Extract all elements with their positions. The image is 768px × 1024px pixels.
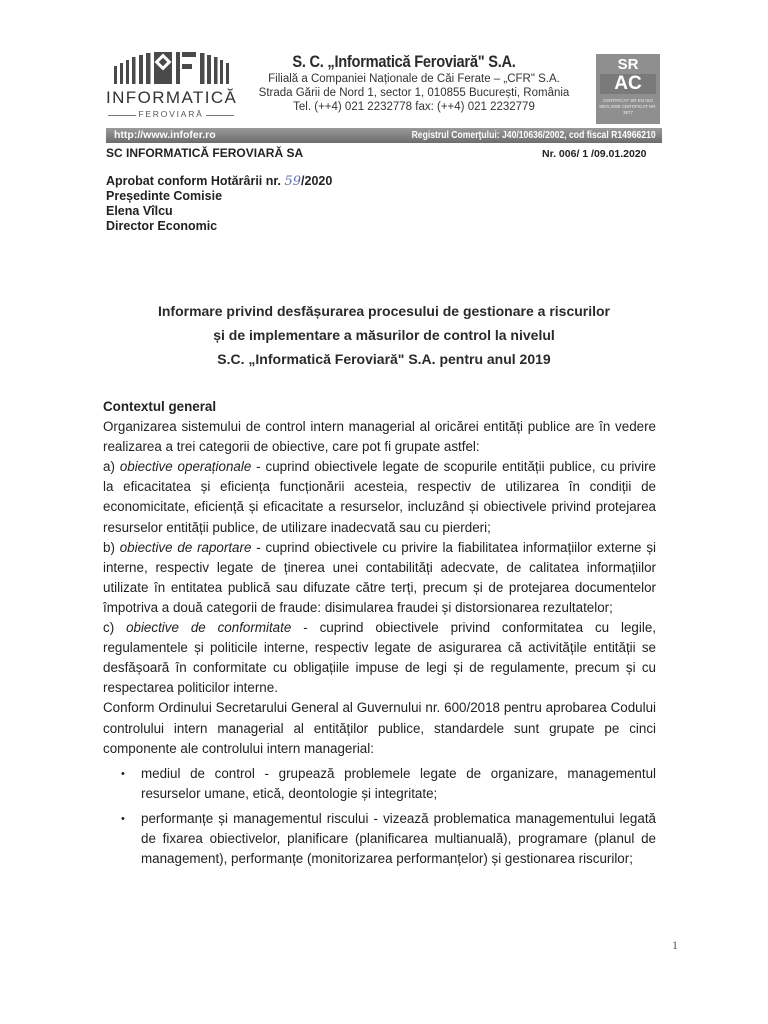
approval-line-4: Director Economic [106,219,218,233]
company-details [244,52,584,114]
objective-b: b) obiective de raportare - cuprind obiectivele cu privire la fiabilitatea informațiilor externe și interne, respectiv legate de ținerea unei contabilități adecvate, de calitatea informațiilor utilizate în entitatea publică sau difuzate către terți, precum și de protejarea documentelor împotriva a două categorii de fraude: disimularea fraudei și distorsionarea rezultatelor; [103,539,656,615]
registry-info: Registrul Comerţului: J40/10636/2002, cod fiscal R14966210 [411,129,656,141]
logo-bars-icon [112,52,232,84]
logo-subtext: FEROVIARĂ [106,109,236,121]
objective-a: a) obiective operaționale - cuprind obiectivele legate de scopurile entității publice, cu privire la eficacitatea și eficiența funcționării acesteia, respectiv de utilizarea în condiții de economicitate, eficiență și eficacitate a resurselor, incluzând și obiectivele privind protejarea resurselor entității publice, de utilizare inadecvată sau cu pierderi; [103,459,656,535]
certification-badge [596,54,660,124]
logo-text: INFORMATICĂ [106,88,238,107]
section-heading: Contextul general [103,399,217,414]
cert-badge-mid: AC [600,74,656,94]
document-number: Nr. 006/ 1 /09.01.2020 [542,148,647,160]
approval-line-3: Elena Vîlcu [106,204,173,218]
company-name: S. C. „Informatică Feroviară" S.A. [292,52,516,71]
approval-line-2: Președinte Comisie [106,189,223,203]
title-line-1: Informare privind desfășurarea procesului de gestionare a riscurilor [157,303,611,319]
title-line-2: și de implementare a măsurilor de control la nivelul [213,327,555,343]
cert-badge-top: SR [617,56,639,73]
cert-badge-text: CERTIFICAT SR EN ISO 9001:2008 CERTIFICAT NR. 3877 [599,98,657,115]
list-item: • performanțe și managementul riscului - vizează problematica managementului legată de fixarea obiectivelor, planificare (planificarea multianuală), programare (planul de management), performanțe (monitorizarea performanțelor) și gestionarea riscurilor; [123,809,656,869]
title-line-3: S.C. „Informatică Feroviară" S.A. pentru anul 2019 [217,351,551,367]
company-phone: Tel. (++4) 021 2232778 fax: (++4) 021 2232779 [293,101,535,113]
approval-line-1: Aprobat conform Hotărârii nr. 59/2020 [106,174,333,189]
component-list [103,764,656,869]
document-title [106,299,662,371]
list-item: • mediul de control - grupează problemele legate de organizare, managementul resurselor umane, etică, deontologie și integritate; [123,764,656,804]
handwritten-number: 59 [284,174,302,189]
document-body [103,397,656,869]
company-address: Strada Gării de Nord 1, sector 1, 010855 București, România [258,87,570,99]
company-subsidiary: Filială a Companiei Naționale de Căi Ferate – „CFR" S.A. [268,73,560,85]
order-paragraph: Conform Ordinului Secretarului General al Guvernului nr. 600/2018 pentru aprobarea Codului controlului intern managerial al entităților publice, standardele sunt grupate pe cinci componente ale controlului intern managerial: [103,700,656,756]
intro-paragraph: Organizarea sistemului de control intern managerial al oricărei entități publice are în vedere realizarea a trei categorii de obiective, care pot fi grupate astfel: [103,419,656,455]
company-logo [106,50,238,122]
company-short-name: SC INFORMATICĂ FEROVIARĂ SA [106,146,304,160]
page-number: 1 [672,938,678,952]
website-link[interactable]: http://www.infofer.ro [114,129,216,141]
objective-c: c) obiective de conformitate - cuprind obiectivele privind conformitatea cu legile, regulamentele și politicile interne, respectiv legate de asigurarea că activitățile entității se desfășoară în conformitate cu obligațiile impuse de legi și de regulamente, precum și cu respectarea politicilor interne. [103,620,656,696]
approval-block [106,174,332,234]
header-band [106,128,662,143]
